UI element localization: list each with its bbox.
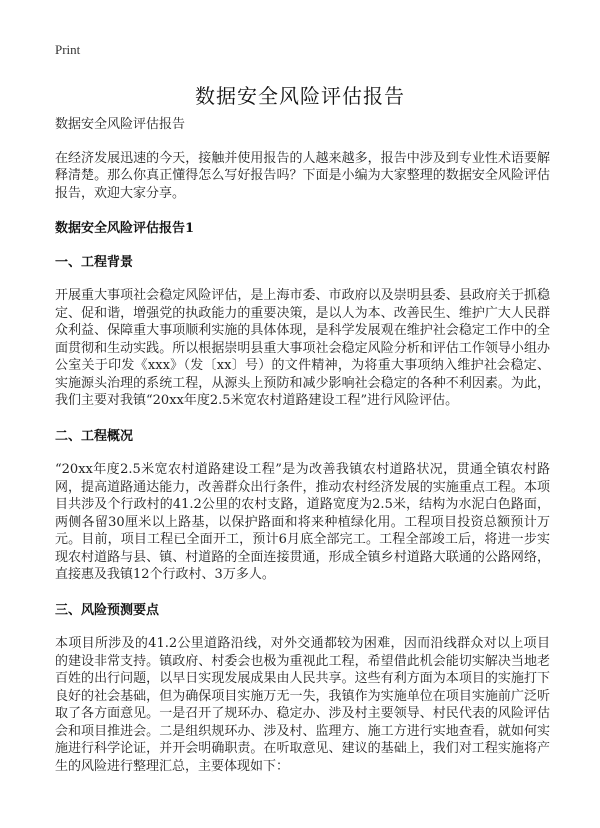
print-label: Print [55,42,81,57]
section-heading-overview: 二、工程概况 [55,428,134,444]
report-heading: 数据安全风险评估报告1 [55,221,195,236]
intro-paragraph: 在经济发展迅速的今天，接触并使用报告的人越来越多，报告中涉及到专业性术语要解释清楚。那么你真正懂得怎么写好报告吗？下面是小编为大家整理的数据安全风险评估报告，欢迎大家分享。 [55,150,550,201]
document-body [55,116,550,775]
section-body-background: 开展重大事项社会稳定风险评估，是上海市委、市政府以及崇明县委、县政府关于抓稳定、促和谐，增强党的执政能力的重要决策，是以人为本、改善民生、维护广大人民群众利益、保障重大事项顺利实施的具体体现，是科学发展观在维护社会稳定工作中的全面贯彻和生动实践。所以根据崇明县重大事项社会稳定风险分析和评估工作领导小组办公室关于印发《xxx》（发〔xx〕号）的文件精神，为将重大事项纳入维护社会稳定、实施源头治理的系统工程，从源头上预防和减少影响社会稳定的各种不利因素。为此，我们主要对我镇“20xx年度2.5米宽农村道路建设工程”进行风险评估。 [55,288,550,408]
document-title: 数据安全风险评估报告 [195,84,405,108]
section-heading-risk: 三、风险预测要点 [55,602,160,618]
section-body-overview: “20xx年度2.5米宽农村道路建设工程”是为改善我镇农村道路状况，贯通全镇农村路网，提高道路通达能力，改善群众出行条件，推动农村经济发展的实施重点工程。本项目共涉及个行政村的41.2公里的农村支路，道路宽度为2.5米，结构为水泥白色路面，两侧各留30厘米以上路基，以保护路面和将来种植绿化用。工程项目投资总额预计万元。目前，项目工程已全面开工，预计6月底全部完工。工程全部竣工后，将进一步实现农村道路与县、镇、村道路的全面连接贯通，形成全镇乡村道路大联通的公路网络，直接惠及我镇12个行政村、3万多人。 [55,462,550,582]
section-heading-background: 一、工程背景 [55,254,134,270]
section-body-risk: 本项目所涉及的41.2公里道路沿线，对外交通都较为困难，因而沿线群众对以上项目的建设非常支持。镇政府、村委会也极为重视此工程，希望借此机会能切实解决当地老百姓的出行问题，以早日实现发展成果由人民共享。这些有利方面为本项目的实施打下良好的社会基础，但为确保项目实施万无一失，我镇作为实施单位在项目实施前广泛听取了各方面意见。一是召开了规环办、稳定办、涉及村主要领导、村民代表的风险评估会和项目推进会。二是组织规环办、涉及村、监理方、施工方进行实地查看，就如何实施进行科学论证，并开会明确职责。在听取意见、建议的基础上，我们对工程实施将产生的风险进行整理汇总，主要体现如下： [55,636,550,774]
document-subtitle: 数据安全风险评估报告 [55,117,186,132]
